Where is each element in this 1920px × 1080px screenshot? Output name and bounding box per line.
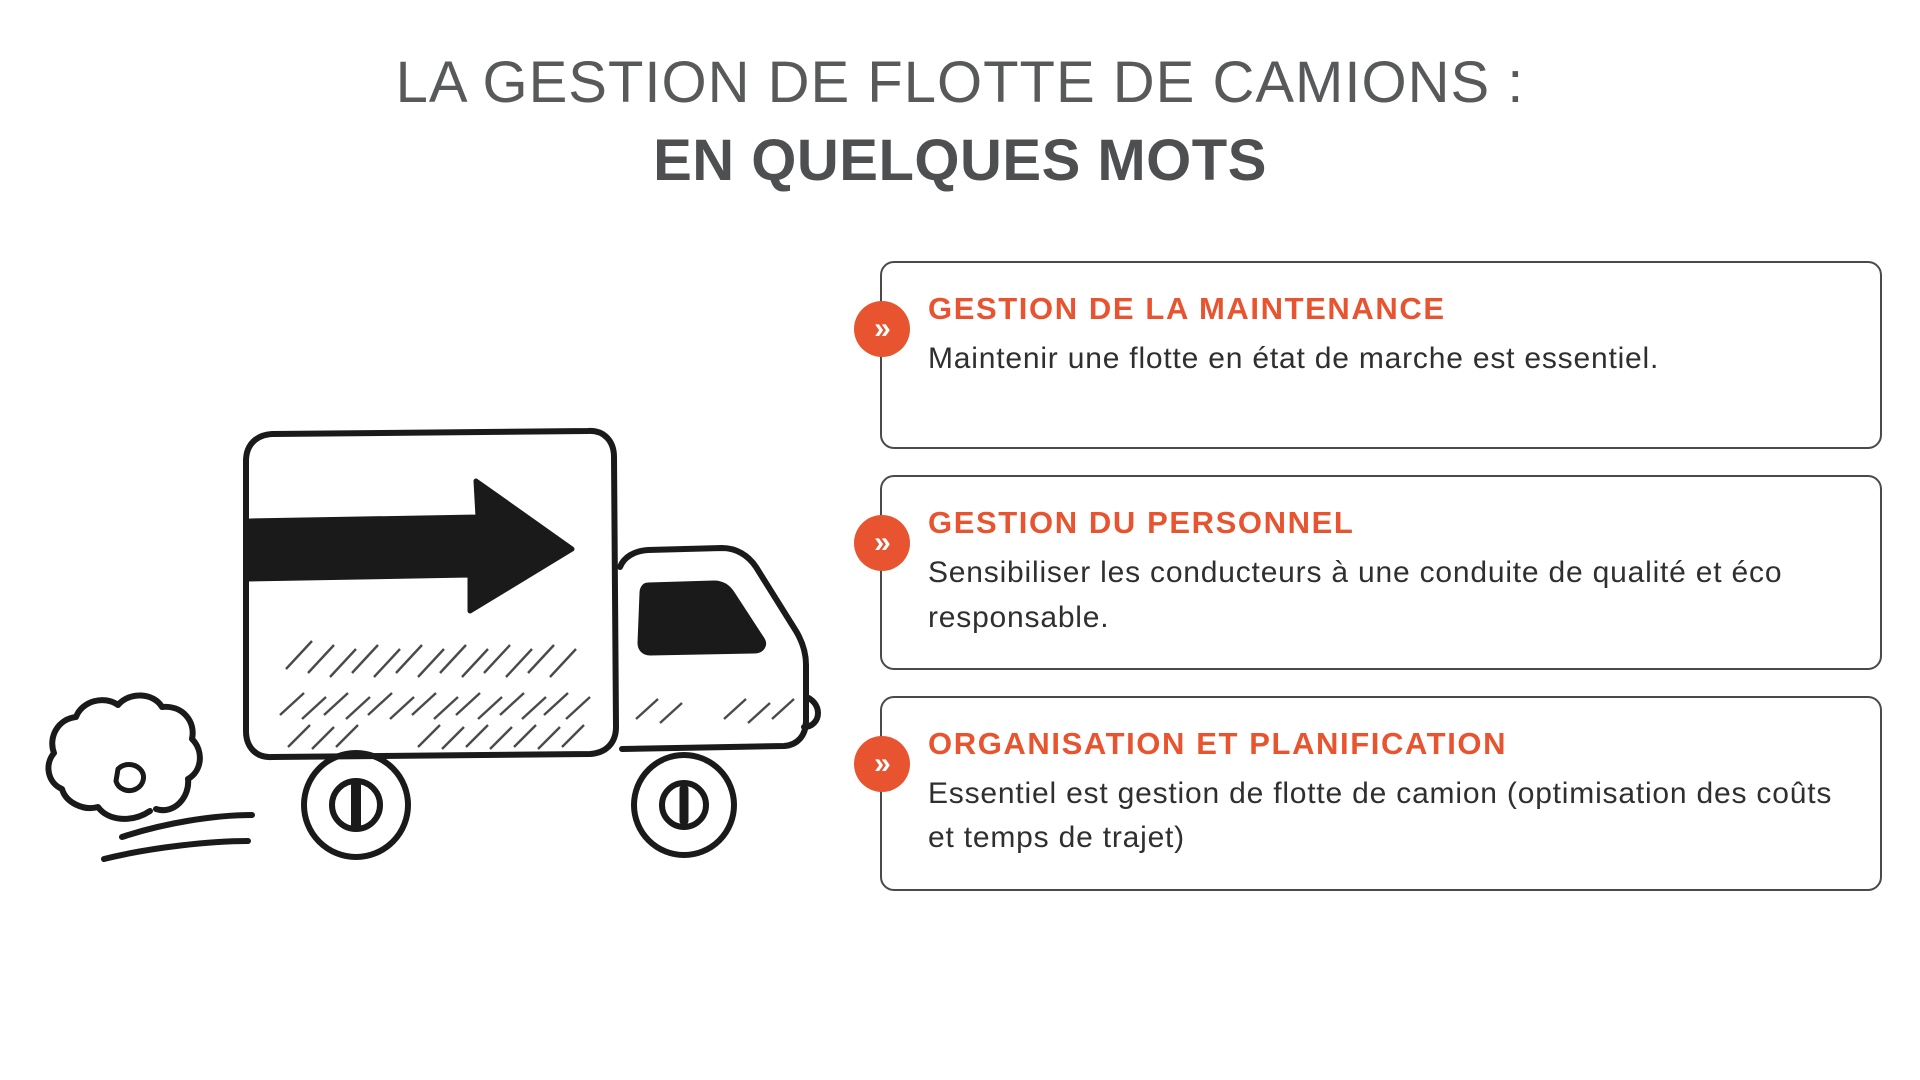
info-card-maintenance (874, 261, 1882, 449)
info-card-body: Sensibiliser les conducteurs à une conduite de qualité et éco responsable. (928, 556, 1783, 634)
truck-illustration-svg (0, 249, 880, 889)
exhaust-cloud-inner (116, 765, 143, 791)
forward-arrow-icon (248, 481, 572, 611)
page-title-line-2: EN QUELQUES MOTS (653, 127, 1267, 193)
double-chevron-right-icon: » (854, 736, 910, 792)
truck-hatching (280, 641, 794, 749)
info-cards-list (874, 261, 1920, 891)
double-chevron-right-icon: » (854, 301, 910, 357)
info-card-body: Maintenir une flotte en état de marche est essentiel. (928, 342, 1660, 376)
main-content (0, 249, 1920, 891)
page-title-line-1: LA GESTION DE FLOTTE DE CAMIONS : (395, 50, 1525, 115)
info-card-body: Essentiel est gestion de flotte de camion (optimisation des coûts et temps de trajet) (928, 776, 1833, 855)
exhaust-cloud (48, 696, 199, 819)
truck-cargo-box (246, 431, 616, 757)
page-title (0, 0, 1920, 197)
exhaust-trail-2 (104, 841, 248, 859)
truck-cab-window (640, 583, 764, 653)
truck-illustration (0, 249, 880, 889)
info-card-title: GESTION DE LA MAINTENANCE (928, 291, 1446, 327)
info-card-organisation (874, 696, 1882, 891)
info-card-title: ORGANISATION ET PLANIFICATION (928, 725, 1508, 761)
info-card-personnel (874, 475, 1882, 670)
info-card-title: GESTION DU PERSONNEL (928, 505, 1355, 541)
double-chevron-right-icon: » (854, 515, 910, 571)
